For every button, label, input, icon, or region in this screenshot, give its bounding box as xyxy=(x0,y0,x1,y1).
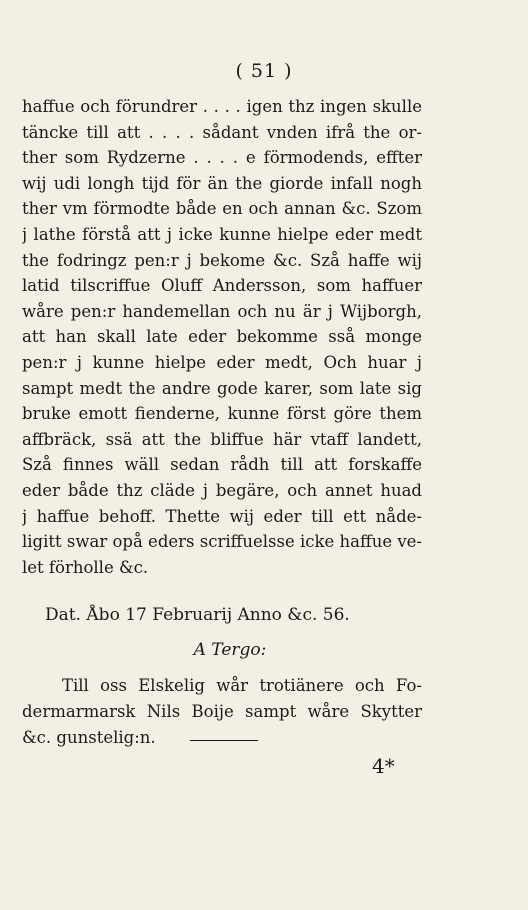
text-line: ligitt swar opå eders scriffuelsse icke haffue ve- xyxy=(22,532,422,552)
date-line: Dat. Åbo 17 Februarij Anno &c. 56. xyxy=(45,605,350,625)
address-line: Till oss Elskelig wår trotiänere och Fo- xyxy=(62,676,422,695)
text-line: täncke till att . . . . sådant vnden ifrå the or- xyxy=(22,122,422,142)
text-line: the fodringz pen:r j bekome &c. Szå haffe wij xyxy=(22,250,422,270)
text-line: ther som Rydzerne . . . . e förmodends, effter xyxy=(22,148,422,168)
text-line: latid tilscriffue Oluff Andersson, som haffuer xyxy=(22,276,422,296)
text-line: affbräck, ssä att the bliffue här vtaff landett, xyxy=(22,429,422,449)
section-rule xyxy=(190,740,258,741)
text-line: ther vm förmodte både en och annan &c. Szom xyxy=(22,199,422,219)
address-line: &c. gunstelig:n. xyxy=(22,728,156,747)
tergo-heading: A Tergo: xyxy=(193,640,267,660)
text-line: pen:r j kunne hielpe eder medt, Och huar j xyxy=(22,352,422,372)
text-line: wij udi longh tijd för än the giorde infall nogh xyxy=(22,173,422,193)
text-line: wåre pen:r handemellan och nu är j Wijborgh, xyxy=(22,301,422,321)
address-line: dermarmarsk Nils Boije sampt wåre Skytter xyxy=(22,702,422,721)
text-line: sampt medt the andre gode karer, som late sig xyxy=(22,378,422,398)
page-number: ( 51 ) xyxy=(235,60,293,82)
text-line: haffue och förundrer . . . . igen thz ingen skulle xyxy=(22,97,422,116)
text-line: bruke emott fienderne, kunne först göre them xyxy=(22,404,422,424)
signature-mark: 4* xyxy=(372,754,395,778)
text-line: Szå finnes wäll sedan rådh till att forskaffe xyxy=(22,455,422,475)
text-line: att han skall late eder bekomme sså monge xyxy=(22,327,422,347)
letter-body xyxy=(22,94,422,580)
text-line: j haffue behoff. Thette wij eder till ett nåde- xyxy=(22,506,422,526)
text-line: eder både thz cläde j begäre, och annet huad xyxy=(22,480,422,500)
text-line: let förholle &c. xyxy=(22,557,149,577)
text-line: j lathe förstå att j icke kunne hielpe eder medt xyxy=(22,224,422,244)
